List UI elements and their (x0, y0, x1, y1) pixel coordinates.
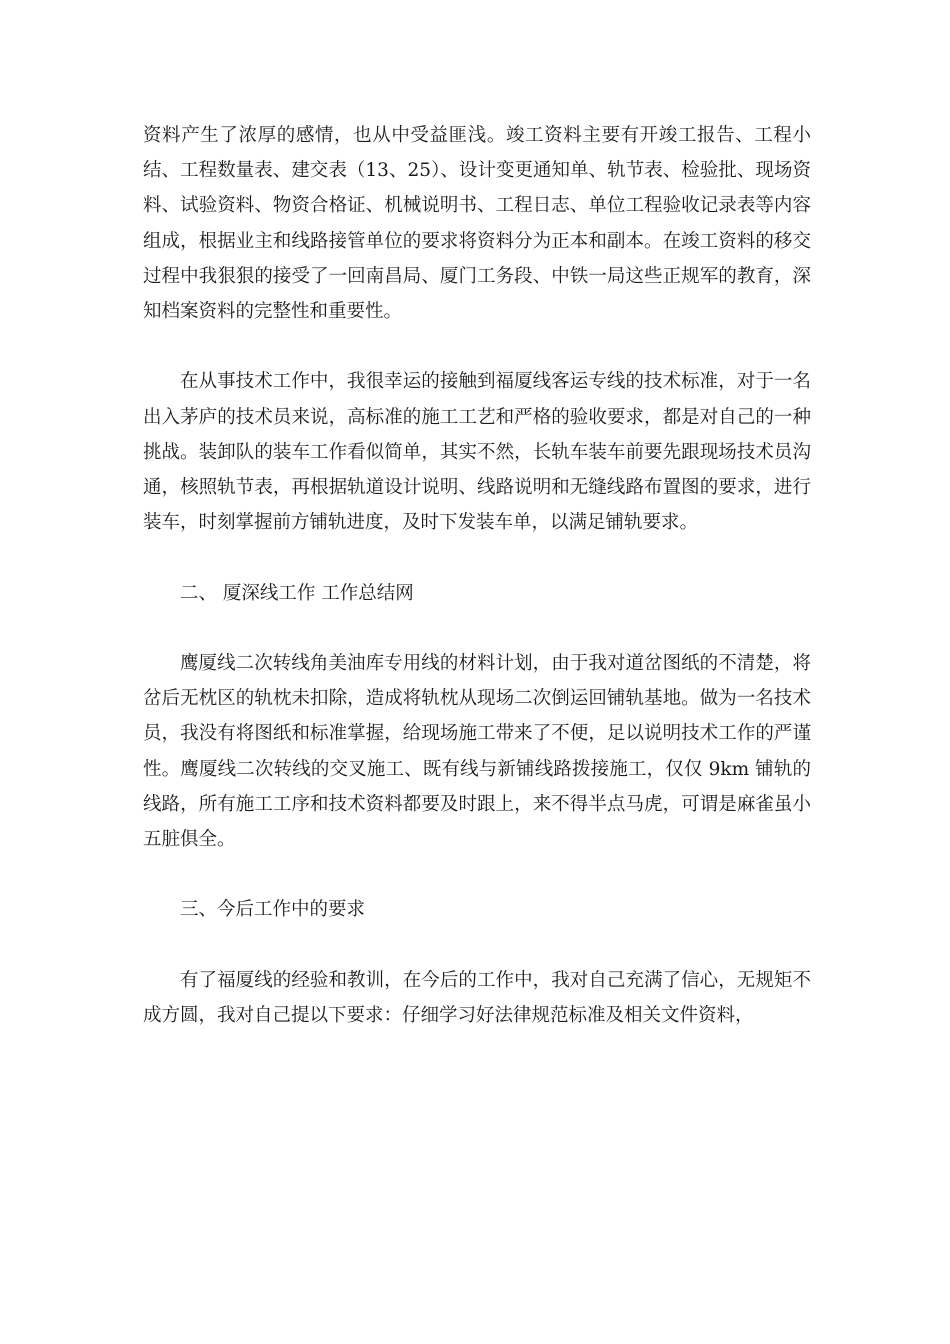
document-body (143, 118, 811, 1033)
paragraph-gap (143, 329, 811, 364)
paragraph-technical-work: 在从事技术工作中，我很幸运的接触到福厦线客运专线的技术标准，对于一名出入茅庐的技术员来说，高标准的施工工艺和严格的验收要求，都是对自己的一种挑战。装卸队的装车工作看似简单，其实不然，长轨车装车前要先跟现场技术员沟通，核照轨节表，再根据轨道设计说明、线路说明和无缝线路布置图的要求，进行装车，时刻掌握前方铺轨进度，及时下发装车单，以满足铺轨要求。 (143, 371, 811, 534)
paragraph-gap (143, 540, 811, 575)
paragraph-gap (143, 611, 811, 646)
section-heading-xiashen-line: 二、 厦深线工作 工作总结网 (180, 582, 414, 604)
paragraph-gap (143, 857, 811, 892)
paragraph-gap (143, 928, 811, 963)
section-heading-future-requirements: 三、今后工作中的要求 (180, 899, 366, 921)
paragraph-yingxia-line: 鹰厦线二次转线角美油库专用线的材料计划，由于我对道岔图纸的不清楚，将岔后无枕区的轨枕未扣除，造成将轨枕从现场二次倒运回铺轨基地。做为一名技术员，我没有将图纸和标准掌握，给现场施工带来了不便，足以说明技术工作的严谨性。鹰厦线二次转线的交叉施工、既有线与新铺线路拨接施工，仅仅 9km 铺轨的线路，所有施工工序和技术资料都要及时跟上，来不得半点马虎，可谓是麻雀虽小五脏俱全。 (143, 653, 811, 851)
paragraph-future-plans: 有了福厦线的经验和教训，在今后的工作中，我对自己充满了信心，无规矩不成方圆，我对自己提以下要求：仔细学习好法律规范标准及相关文件资料， (143, 969, 811, 1026)
paragraph-archive-materials: 资料产生了浓厚的感情，也从中受益匪浅。竣工资料主要有开竣工报告、工程小结、工程数量表、建交表（13、25）、设计变更通知单、轨节表、检验批、现场资料、试验资料、物资合格证、机械说明书、工程日志、单位工程验收记录表等内容组成，根据业主和线路接管单位的要求将资料分为正本和副本。在竣工资料的移交过程中我狠狠的接受了一回南昌局、厦门工务段、中铁一局这些正规军的教育，深知档案资料的完整性和重要性。 (143, 125, 811, 323)
